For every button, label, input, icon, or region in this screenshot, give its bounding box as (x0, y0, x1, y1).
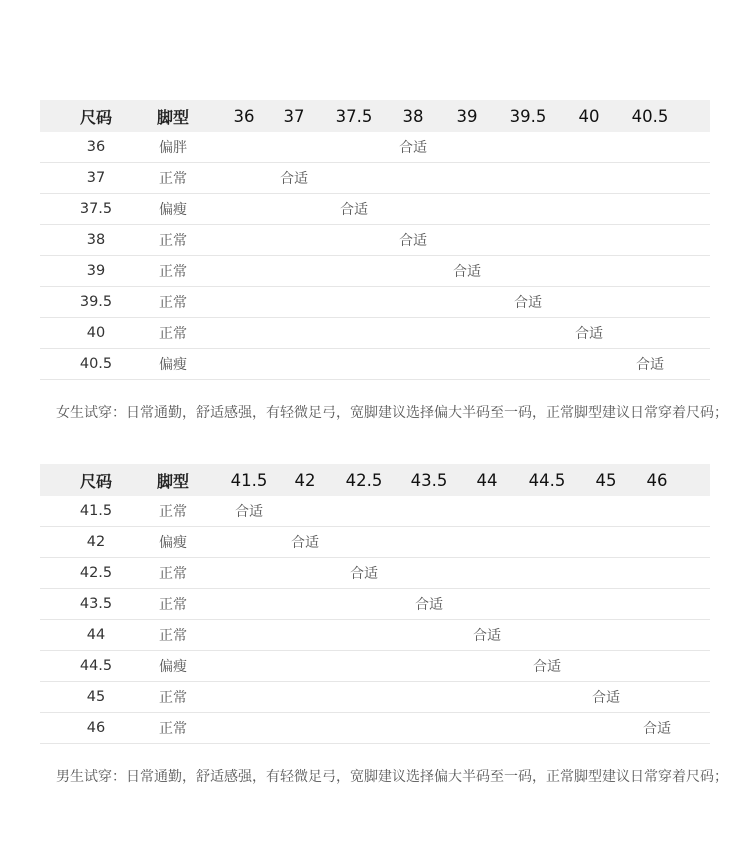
row-foot-type: 正常 (159, 171, 187, 187)
table-header-row (40, 464, 710, 496)
fit-mark: 合适 (350, 566, 378, 582)
table-row (40, 287, 710, 318)
row-foot-type: 偏瘦 (159, 357, 187, 373)
row-size: 39 (86, 263, 106, 279)
row-size: 40 (86, 325, 106, 341)
row-foot-type: 偏瘦 (159, 202, 187, 218)
row-foot-type: 正常 (159, 628, 187, 644)
row-size: 38 (86, 232, 106, 248)
row-foot-type: 正常 (159, 504, 187, 520)
men-fit-note: 男生试穿：日常通勤，舒适感强，有轻微足弓，宽脚建议选择偏大半码至一码，正常脚型建议日常穿着尺码； (56, 769, 728, 785)
header-size-col: 39 (456, 106, 478, 126)
table-row (40, 163, 710, 194)
row-size: 39.5 (79, 294, 113, 310)
row-size: 40.5 (79, 356, 113, 372)
table-row (40, 225, 710, 256)
row-foot-type: 正常 (159, 233, 187, 249)
table-row (40, 194, 710, 225)
row-foot-type: 偏胖 (159, 140, 187, 156)
row-size: 42 (86, 534, 106, 550)
fit-mark: 合适 (291, 535, 319, 551)
row-foot-type: 偏瘦 (159, 659, 187, 675)
row-size: 45 (86, 689, 106, 705)
fit-mark: 合适 (473, 628, 501, 644)
row-foot-type: 正常 (159, 597, 187, 613)
table-row (40, 682, 710, 713)
table-row (40, 256, 710, 287)
table-row (40, 132, 710, 163)
header-size-col: 45 (595, 470, 617, 490)
row-size: 36 (86, 139, 106, 155)
header-foot-type: 脚型 (156, 107, 190, 127)
table-row (40, 713, 710, 744)
header-size-col: 38 (402, 106, 424, 126)
row-size: 37.5 (79, 201, 113, 217)
row-size: 41.5 (79, 503, 113, 519)
fit-mark: 合适 (453, 264, 481, 280)
fit-mark: 合适 (533, 659, 561, 675)
table-row (40, 349, 710, 380)
header-size-col: 37.5 (335, 106, 373, 126)
header-size-col: 37 (283, 106, 305, 126)
header-foot-type: 脚型 (156, 471, 190, 491)
fit-mark: 合适 (592, 690, 620, 706)
fit-mark: 合适 (415, 597, 443, 613)
header-size: 尺码 (79, 471, 113, 491)
table-row (40, 589, 710, 620)
fit-mark: 合适 (575, 326, 603, 342)
fit-mark: 合适 (235, 504, 263, 520)
header-size-col: 36 (233, 106, 255, 126)
row-foot-type: 正常 (159, 566, 187, 582)
men-size-table (40, 464, 710, 744)
fit-mark: 合适 (636, 357, 664, 373)
table-row (40, 318, 710, 349)
header-size-col: 42.5 (345, 470, 383, 490)
row-size: 44 (86, 627, 106, 643)
header-size: 尺码 (79, 107, 113, 127)
fit-mark: 合适 (399, 233, 427, 249)
row-foot-type: 偏瘦 (159, 535, 187, 551)
fit-mark: 合适 (514, 295, 542, 311)
row-size: 42.5 (79, 565, 113, 581)
row-size: 43.5 (79, 596, 113, 612)
header-size-col: 40.5 (631, 106, 669, 126)
row-foot-type: 正常 (159, 690, 187, 706)
women-size-table (40, 100, 710, 380)
header-size-col: 43.5 (410, 470, 448, 490)
table-row (40, 558, 710, 589)
fit-mark: 合适 (643, 721, 671, 737)
table-row (40, 496, 710, 527)
row-size: 46 (86, 720, 106, 736)
row-foot-type: 正常 (159, 721, 187, 737)
table-row (40, 527, 710, 558)
header-size-col: 46 (646, 470, 668, 490)
fit-mark: 合适 (280, 171, 308, 187)
women-fit-note: 女生试穿：日常通勤，舒适感强，有轻微足弓，宽脚建议选择偏大半码至一码，正常脚型建议日常穿着尺码； (56, 405, 728, 421)
header-size-col: 42 (294, 470, 316, 490)
table-row (40, 620, 710, 651)
row-foot-type: 正常 (159, 264, 187, 280)
header-size-col: 39.5 (509, 106, 547, 126)
row-size: 37 (86, 170, 106, 186)
table-header-row (40, 100, 710, 132)
header-size-col: 44.5 (528, 470, 566, 490)
header-size-col: 41.5 (230, 470, 268, 490)
header-size-col: 44 (476, 470, 498, 490)
fit-mark: 合适 (340, 202, 368, 218)
header-size-col: 40 (578, 106, 600, 126)
table-row (40, 651, 710, 682)
fit-mark: 合适 (399, 140, 427, 156)
row-foot-type: 正常 (159, 295, 187, 311)
row-size: 44.5 (79, 658, 113, 674)
row-foot-type: 正常 (159, 326, 187, 342)
